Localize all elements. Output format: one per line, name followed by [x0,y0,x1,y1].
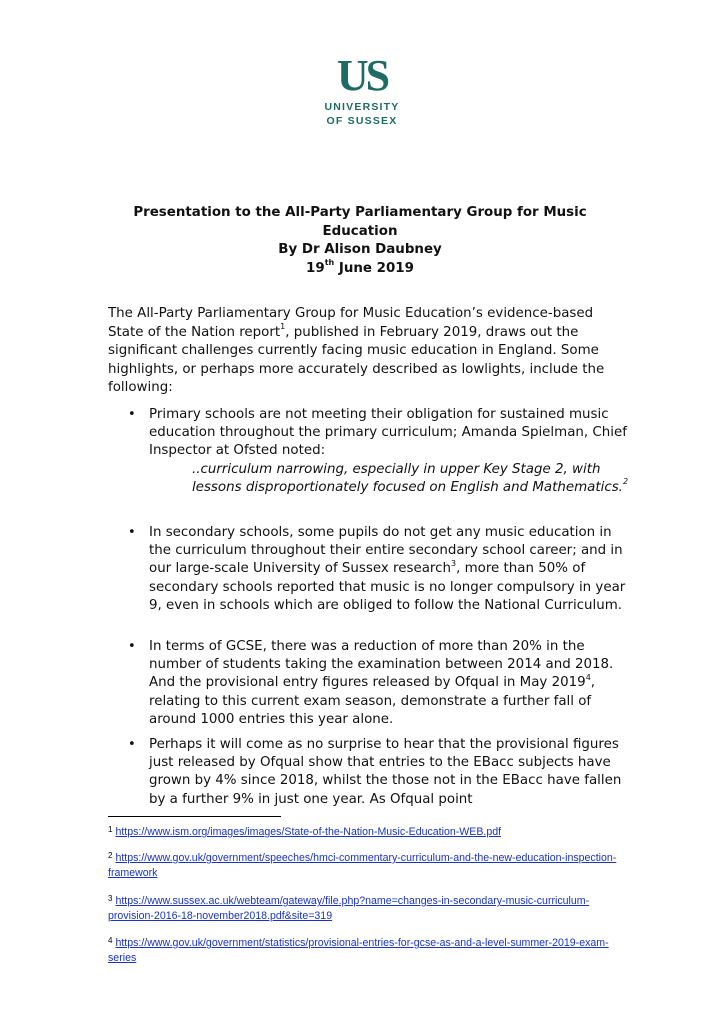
bullet-icon: • [128,407,136,422]
footnote-ref-1: 1 [280,322,286,332]
footnote-divider [108,816,281,817]
title-line-1: Presentation to the All-Party Parliamentary Group for Music [133,205,587,220]
bullet-text: In terms of GCSE, there was a reduction of more than 20% in the number of students taking the examination between 2014 and 2018. And the provisional entry figures released by Ofqual in May 2019$^4$, relating to this current exam season, demonstrate a further fall of around 1000 entries this year alone. [149,639,614,727]
footnote-ref-3: 3 [451,558,457,568]
date-line [108,260,612,279]
us-logo-mark [322,55,402,95]
footnote-2-link[interactable]: https://www.gov.uk/government/speeches/hmci-commentary-curriculum-and-the-new-education-inspection-framework [108,852,617,879]
intro-paragraph: The All-Party Parliamentary Group for Music Education’s evidence-based State of the Nation report$^1$, published in February 2019, draws out the significant challenges currently facing music education in England. Some highlights, or perhaps more accurately described as lowlights, include the following: [108,306,605,396]
bullet-icon: • [128,525,136,540]
date-rest: June 2019 [334,260,414,276]
date-suffix: th [324,258,335,268]
footnote-4: $^4$ https://www.gov.uk/government/statistics/provisional-entries-for-gcse-as-and-a-level-summer-2019-exam-series [108,936,609,964]
university-logo [322,55,402,128]
footnote-3-link[interactable]: https://www.sussex.ac.uk/webteam/gateway/file.php?name=changes-in-secondary-music-curriculum-provision-2016-18-november2018.pdf&site=319 [108,895,590,922]
footnote-2: $^2$ https://www.gov.uk/government/speeches/hmci-commentary-curriculum-and-the-new-education-inspection-framework [108,851,617,879]
bullet-icon: • [128,737,136,752]
title-line-2: Education [322,223,398,239]
logo-line-of-sussex: OF SUSSEX [326,115,398,127]
bullet-gcse [128,638,629,729]
bullet-primary-schools [128,406,629,497]
document-title [108,204,612,278]
logo-line-university: UNIVERSITY [324,101,400,113]
ofsted-quote: ..curriculum narrowing, especially in upper Key Stage 2, with lessons disproportionately focused on English and Mathematics.$^2$ [192,461,629,495]
footnote-ref-2: 2 [622,477,629,487]
footnote-ref-4: 4 [585,672,591,682]
bullet-ebacc [128,736,629,809]
bullet-text: Primary schools are not meeting their obligation for sustained music education throughout the primary curriculum; Amanda Spielman, Chief Inspector at Ofsted noted: [149,407,627,459]
footnote-1: $^1$ https://www.ism.org/images/images/State-of-the-Nation-Music-Education-WEB.pdf [108,825,502,838]
footnote-3: $^3$ https://www.sussex.ac.uk/webteam/gateway/file.php?name=changes-in-secondary-music-curriculum-provision-2016-18-november2018.pdf&site=319 [108,894,590,922]
bullet-secondary-schools [128,524,629,615]
date-day: 19 [306,260,325,276]
footnote-4-link[interactable]: https://www.gov.uk/government/statistics/provisional-entries-for-gcse-as-and-a-level-summer-2019-exam-series [108,937,609,964]
author-line: By Dr Alison Daubney [278,242,442,257]
bullet-text: In secondary schools, some pupils do not get any music education in the curriculum throughout their entire secondary school career; and in our large-scale University of Sussex research$^3$, more than 50% of secondary schools reported that music is no longer compulsory in year 9, even in schools which are obliged to follow the National Curriculum. [149,525,626,613]
bullet-icon: • [128,639,136,654]
logo-mark-text: US [336,55,388,95]
bullet-text: Perhaps it will come as no surprise to hear that the provisional figures just released by Ofqual show that entries to the EBacc subjects have grown by 4% since 2018, whilst the those not in the EBacc have fallen by a further 9% in just one year. As Ofqual point [149,737,622,807]
footnote-1-link[interactable]: https://www.ism.org/images/images/State-of-the-Nation-Music-Education-WEB.pdf [115,826,502,838]
